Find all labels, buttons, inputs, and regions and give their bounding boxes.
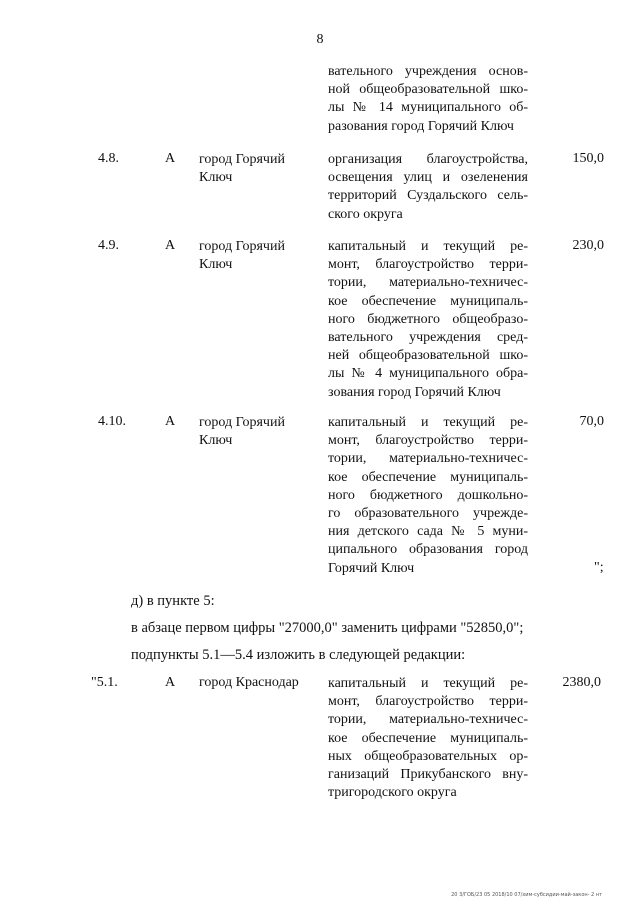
desc-line: кое обеспечение муниципаль- (328, 469, 528, 485)
desc-line: организация благоустройства, (328, 152, 528, 167)
row-amount: 70,0 (579, 414, 604, 429)
desc-line: ского округа (328, 206, 403, 222)
desc-line: ных общеобразовательных ор- (328, 748, 528, 764)
place-line: город Горячий (199, 152, 285, 167)
row-place: город Краснодар (199, 675, 299, 690)
row-description (328, 238, 528, 402)
desc-line: ного бюджетного общеобразо- (328, 311, 528, 327)
desc-line: разования город Горячий Ключ (328, 118, 514, 134)
row-number: 4.8. (98, 151, 119, 166)
row-number: 4.10. (98, 414, 126, 429)
desc-line: го образовательного учрежде- (328, 506, 528, 522)
place-line: Ключ (199, 170, 233, 186)
desc-line: ней общеобразовательной шко- (328, 348, 528, 364)
desc-line: Горячий Ключ (328, 560, 415, 576)
paragraph: д) в пункте 5: (131, 593, 215, 609)
continued-description (328, 63, 528, 136)
page-number: 8 (316, 32, 324, 47)
footer-reference: 20 3/ГОБ/23 05 2018/10 07/хим-субсидии-май-закон- 2 нт (451, 892, 602, 898)
desc-line: вательного учреждения основ- (328, 64, 528, 79)
paragraph: в абзаце первом цифры "27000,0" заменить цифрами "52850,0"; (131, 620, 524, 636)
row-category: А (165, 414, 176, 429)
row-place (199, 151, 285, 187)
closing-quote: "; (594, 560, 604, 575)
desc-line: монт, благоустройство терри- (328, 257, 528, 273)
desc-line: освещения улиц и озеленения (328, 170, 528, 186)
desc-line: лы № 14 муниципального об- (328, 100, 528, 116)
place-line: Ключ (199, 433, 233, 449)
place-line: город Горячий (199, 415, 285, 430)
desc-line: монт, благоустройство терри- (328, 694, 528, 710)
desc-line: ной общеобразовательной шко- (328, 82, 528, 98)
row-category: А (165, 151, 176, 166)
desc-line: монт, благоустройство терри- (328, 433, 528, 449)
desc-line: кое обеспечение муниципаль- (328, 730, 528, 746)
row-place (199, 414, 285, 450)
desc-line: тории, материально-техничес- (328, 451, 528, 467)
desc-line: ципального образования город (328, 542, 528, 558)
row-amount: 2380,0 (562, 675, 601, 690)
desc-line: ния детского сада № 5 муни- (328, 524, 528, 540)
place-line: Ключ (199, 257, 233, 273)
desc-line: тригородского округа (328, 785, 457, 801)
desc-line: тории, материально-техничес- (328, 712, 528, 728)
desc-line: кое обеспечение муниципаль- (328, 293, 528, 309)
row-amount: 230,0 (572, 238, 604, 253)
desc-line: капитальный и текущий ре- (328, 415, 528, 430)
desc-line: тории, материально-техничес- (328, 275, 528, 291)
desc-line: ного бюджетного дошкольно- (328, 487, 528, 503)
row-description (328, 675, 528, 802)
row-category: А (165, 238, 176, 253)
desc-line: капитальный и текущий ре- (328, 239, 528, 254)
desc-line: лы № 4 муниципального обра- (328, 366, 528, 382)
paragraph: подпункты 5.1—5.4 изложить в следующей редакции: (131, 647, 466, 663)
row-number: 4.9. (98, 238, 119, 253)
desc-line: территорий Суздальского сель- (328, 188, 528, 204)
row-description (328, 414, 528, 578)
row-amount: 150,0 (572, 151, 604, 166)
desc-line: зования город Горячий Ключ (328, 384, 501, 400)
desc-line: капитальный и текущий ре- (328, 676, 528, 691)
row-place (199, 238, 285, 274)
row-number: "5.1. (91, 675, 118, 690)
row-category: А (165, 675, 176, 690)
desc-line: ганизаций Прикубанского вну- (328, 767, 528, 783)
place-line: город Горячий (199, 239, 285, 254)
desc-line: вательного учреждения сред- (328, 330, 528, 346)
